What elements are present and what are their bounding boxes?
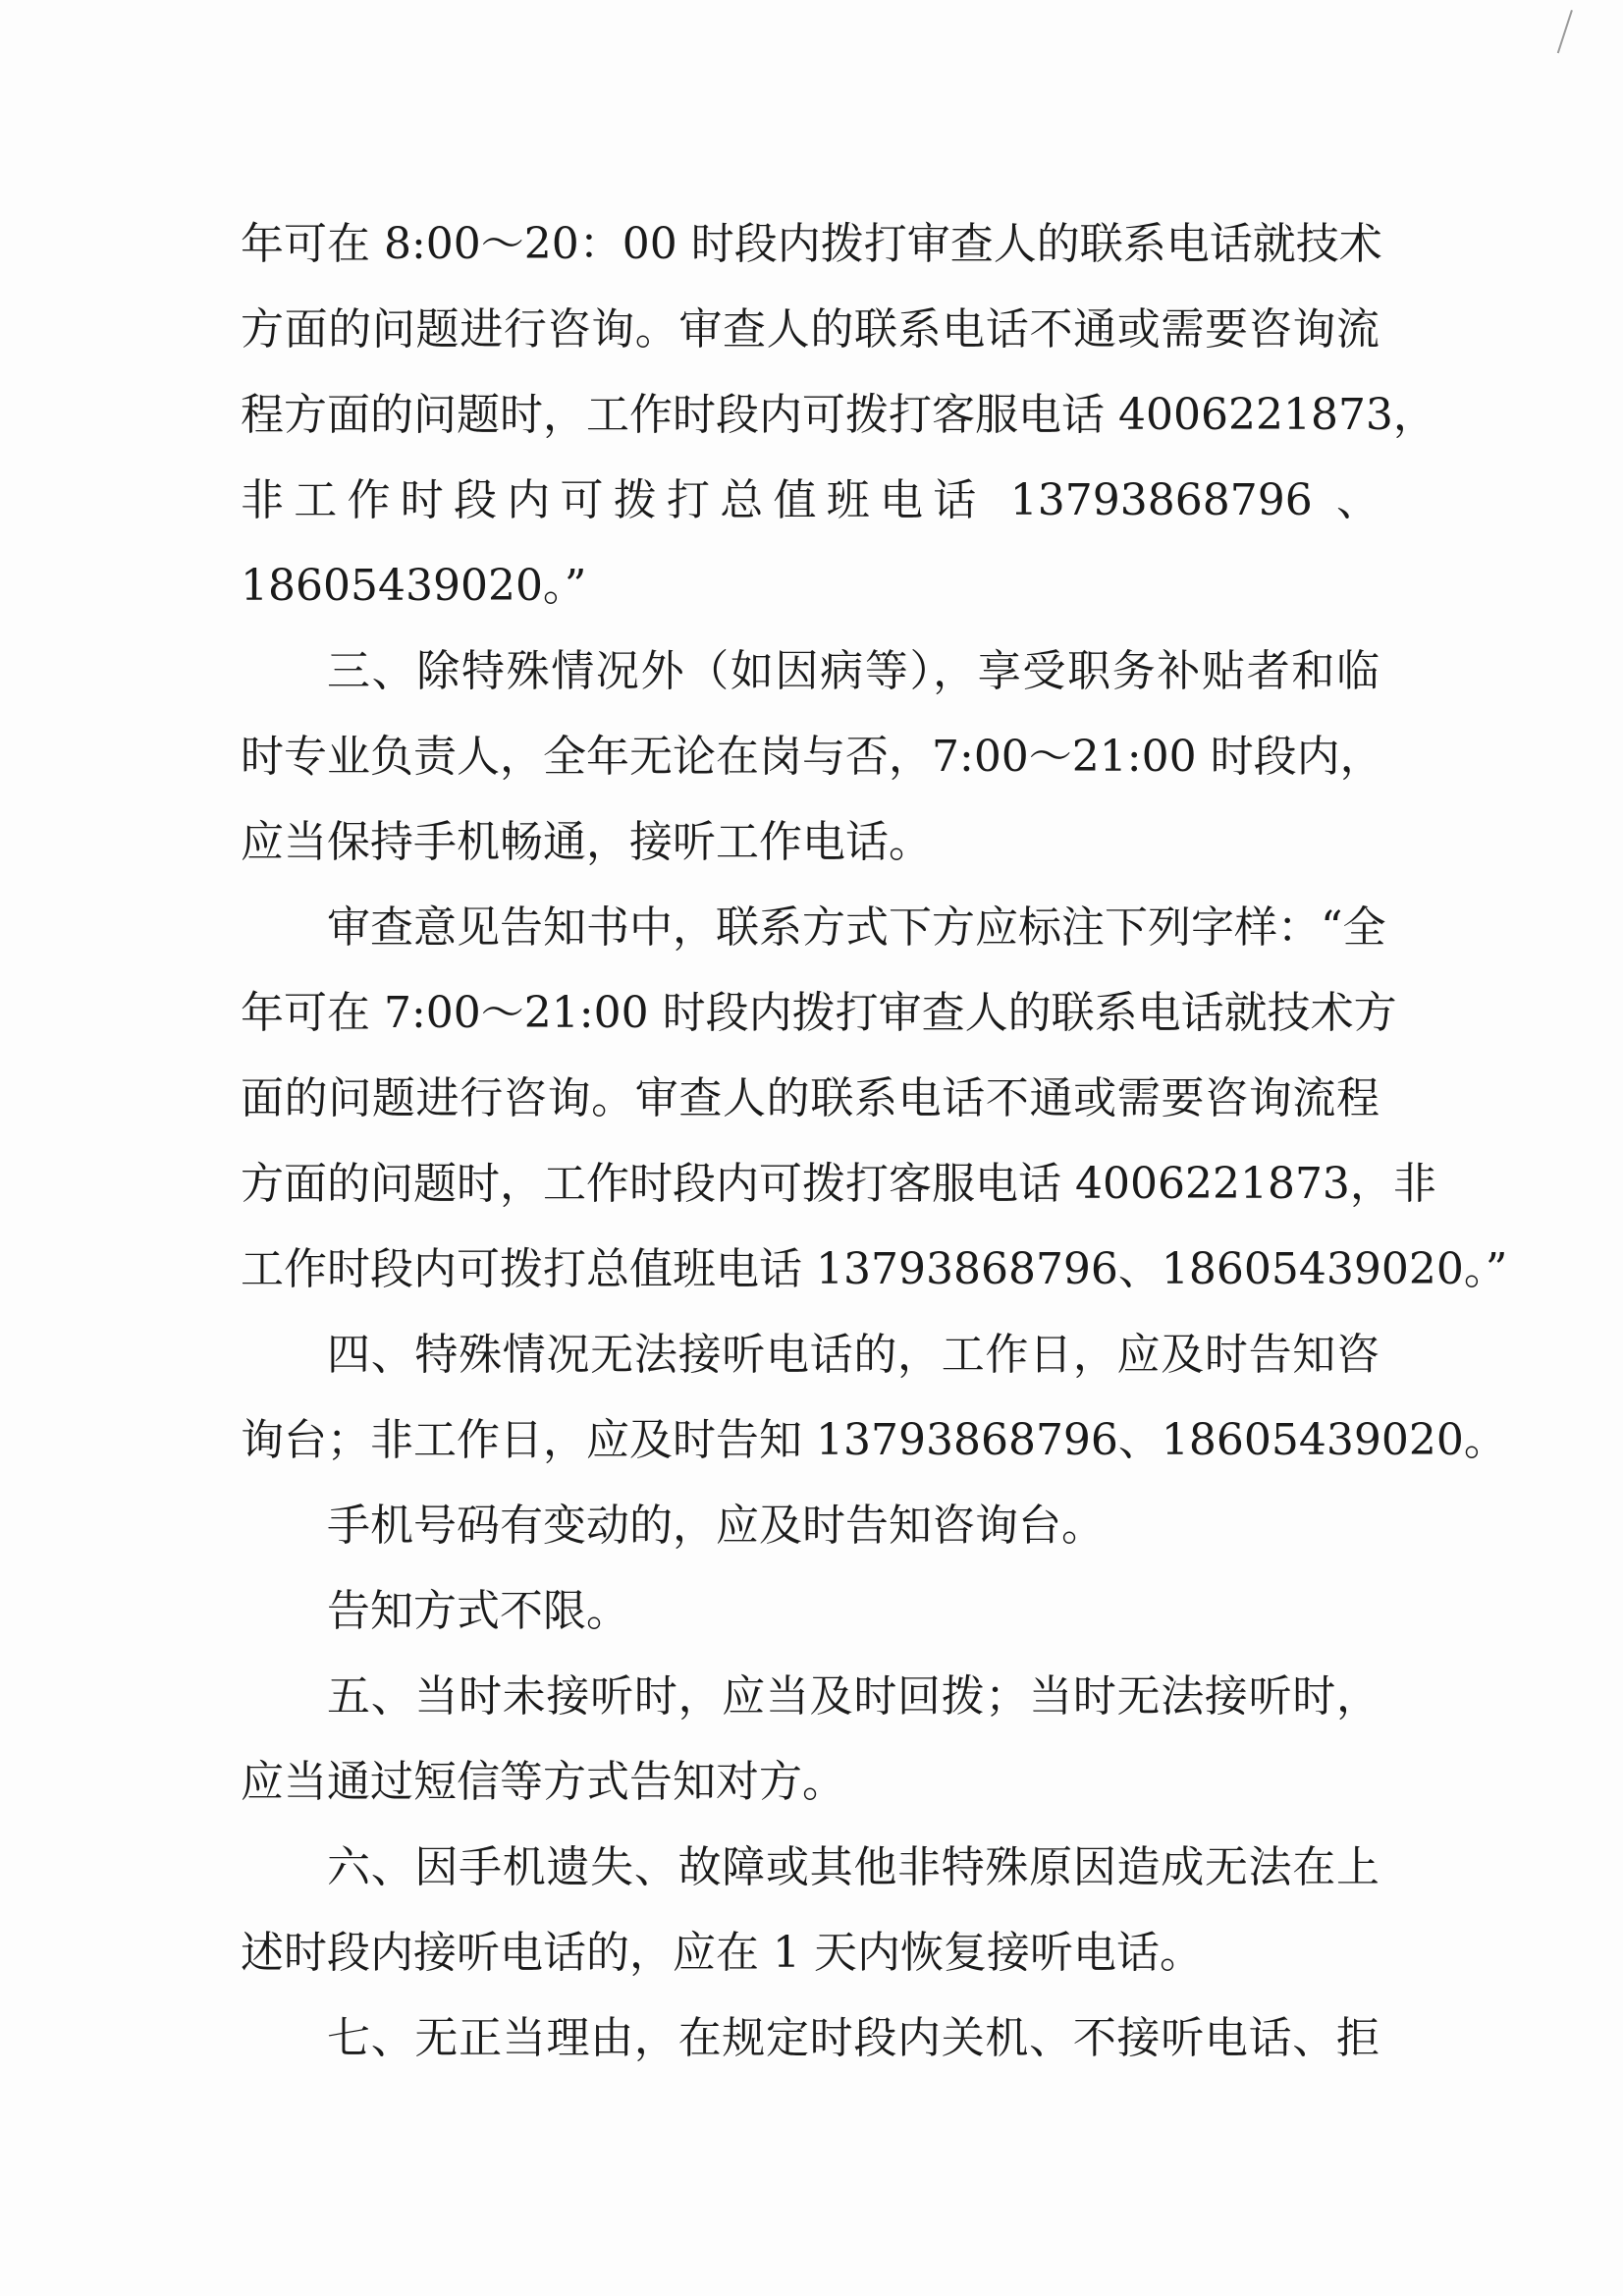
paragraph-notice-method-line: 告知方式不限。: [327, 1586, 629, 1636]
document-body: [241, 201, 1508, 2081]
text-line: 程方面的问题时，工作时段内可拨打客服电话 4006221873，: [241, 390, 1436, 440]
text-line: 年可在 8:00～20：00 时段内拨打审查人的联系电话就技术: [241, 219, 1382, 269]
paragraph-six-line: 六、因手机遗失、故障或其他非特殊原因造成无法在上: [327, 1842, 1380, 1892]
text-line: 工作时段内可拨打总值班电话 13793868796、18605439020。”: [241, 1244, 1508, 1294]
text-line: 方面的问题时，工作时段内可拨打客服电话 4006221873，非: [241, 1159, 1436, 1209]
text-line: 应当通过短信等方式告知对方。: [241, 1757, 845, 1807]
paragraph-four-line: 四、特殊情况无法接听电话的，工作日，应及时告知咨: [327, 1330, 1380, 1380]
text-line: 时专业负责人，全年无论在岗与否，7:00～21:00 时段内，: [241, 732, 1383, 782]
paragraph-notice-line: 审查意见告知书中，联系方式下方应标注下列字样：“全: [327, 902, 1386, 953]
paragraph-phone-change-line: 手机号码有变动的，应及时告知咨询台。: [327, 1501, 1105, 1551]
scan-mark: [1557, 10, 1573, 53]
text-line: 非工作时段内可拨打总值班电话 13793868796 、: [241, 475, 1380, 525]
paragraph-three-line: 三、除特殊情况外（如因病等），享受职务补贴者和临: [327, 646, 1380, 696]
paragraph-five-line: 五、当时未接听时，应当及时回拨；当时无法接听时，: [327, 1671, 1380, 1722]
text-line: 18605439020。”: [241, 561, 587, 611]
paragraph-seven-line: 七、无正当理由，在规定时段内关机、不接听电话、拒: [327, 2013, 1380, 2063]
text-line: 询台；非工作日，应及时告知 13793868796、18605439020。: [241, 1415, 1507, 1465]
text-line: 面的问题进行咨询。审查人的联系电话不通或需要咨询流程: [241, 1073, 1380, 1123]
text-line: 方面的问题进行咨询。审查人的联系电话不通或需要咨询流: [241, 304, 1380, 355]
text-line: 应当保持手机畅通，接听工作电话。: [241, 817, 932, 867]
text-line: 述时段内接听电话的，应在 1 天内恢复接听电话。: [241, 1928, 1203, 1978]
text-line: 年可在 7:00～21:00 时段内拨打审查人的联系电话就技术方: [241, 988, 1397, 1038]
